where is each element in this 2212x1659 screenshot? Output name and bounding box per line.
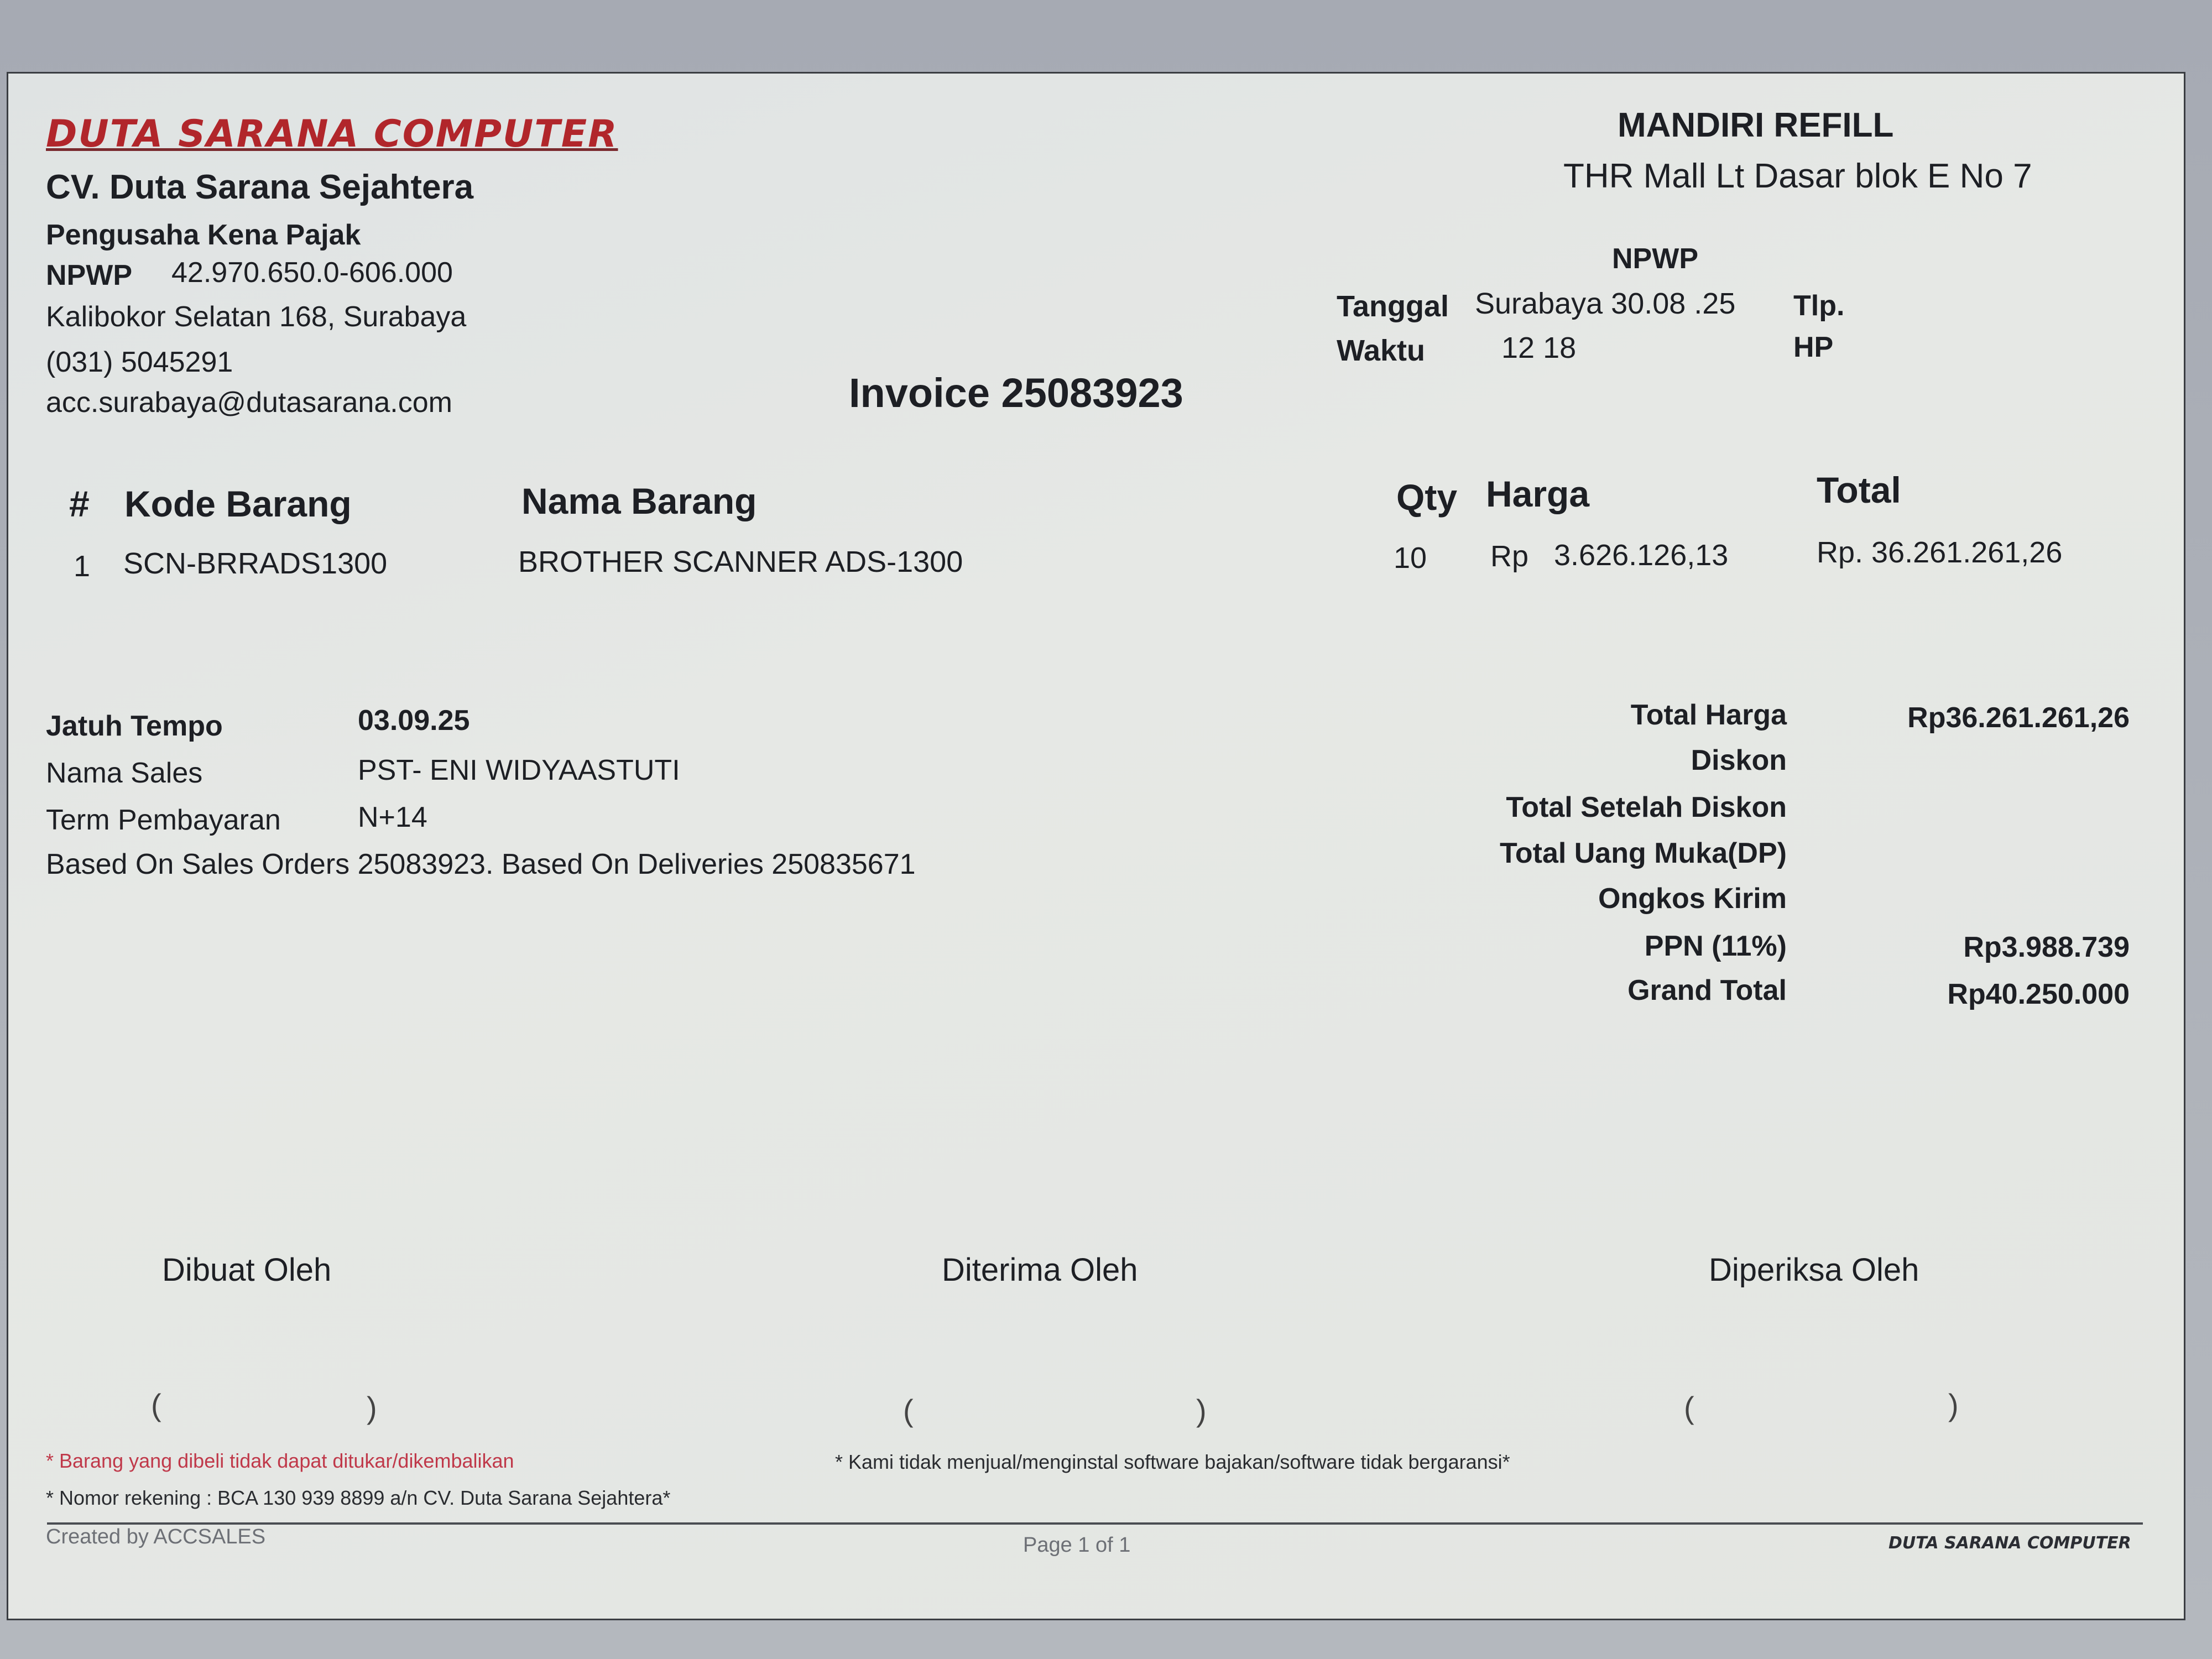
date-value: Surabaya 30.08 .25 [1475, 287, 1736, 320]
col-header-total: Total [1817, 469, 1901, 510]
company-npwp-label: NPWP [46, 259, 132, 291]
customer-npwp-label: NPWP [1612, 243, 1698, 275]
invoice-title: Invoice 25083923 [849, 370, 1183, 416]
col-header-code: Kode Barang [124, 483, 352, 524]
col-header-name: Nama Barang [521, 481, 757, 521]
hp-label: HP [1793, 331, 1834, 363]
signature-made-by: Dibuat Oleh [162, 1252, 332, 1288]
row-price-currency: Rp [1490, 540, 1529, 573]
total-harga-value: Rp36.261.261,26 [1907, 702, 2130, 734]
footer-page: Page 1 of 1 [1023, 1533, 1131, 1557]
ppn-value: Rp3.988.739 [1963, 931, 2130, 963]
time-value: 12 18 [1501, 331, 1577, 364]
row-code: SCN-BRRADS1300 [123, 547, 388, 580]
company-phone: (031) 5045291 [46, 346, 233, 378]
due-label: Jatuh Tempo [46, 710, 223, 742]
due-value: 03.09.25 [358, 705, 470, 737]
company-logo: DUTA SARANA COMPUTER [46, 112, 618, 156]
grand-total-value: Rp40.250.000 [1947, 978, 2130, 1010]
sales-value: PST- ENI WIDYAASTUTI [358, 754, 680, 786]
row-no: 1 [74, 550, 91, 583]
tlp-label: Tlp. [1793, 290, 1845, 322]
uang-muka-label: Total Uang Muka(DP) [1499, 837, 1787, 869]
note-no-pirated: * Kami tidak menjual/menginstal software bajakan/software tidak bergaransi* [835, 1451, 1510, 1473]
signature-paren-close-2: ) [1196, 1393, 1207, 1428]
company-address: Kalibokor Selatan 168, Surabaya [46, 301, 467, 333]
signature-received-by: Diterima Oleh [942, 1252, 1138, 1288]
signature-paren-open-1: ( [151, 1387, 161, 1422]
total-harga-label: Total Harga [1630, 699, 1787, 731]
based-on-text: Based On Sales Orders 25083923. Based On Deliveries 250835671 [46, 848, 916, 880]
date-label: Tanggal [1337, 290, 1449, 323]
company-email: acc.surabaya@dutasarana.com [46, 387, 452, 419]
note-account: * Nomor rekening : BCA 130 939 8899 a/n CV. Duta Sarana Sejahtera* [46, 1486, 671, 1509]
signature-paren-close-3: ) [1948, 1387, 1959, 1422]
time-label: Waktu [1337, 334, 1425, 367]
row-total: Rp. 36.261.261,26 [1817, 536, 2063, 569]
footer-divider [47, 1522, 2143, 1525]
ongkos-label: Ongkos Kirim [1598, 883, 1787, 915]
ppn-label: PPN (11%) [1644, 930, 1787, 962]
sales-label: Nama Sales [46, 757, 203, 789]
customer-name: MANDIRI REFILL [1618, 106, 1894, 144]
signature-paren-open-2: ( [903, 1393, 914, 1428]
signature-paren-close-1: ) [367, 1390, 377, 1425]
col-header-qty: Qty [1396, 477, 1458, 518]
diskon-label: Diskon [1691, 744, 1787, 776]
signature-paren-open-3: ( [1684, 1390, 1694, 1425]
tax-status: Pengusaha Kena Pajak [46, 219, 361, 251]
term-label: Term Pembayaran [46, 804, 281, 836]
col-header-no: # [69, 483, 90, 524]
invoice-paper [7, 72, 2185, 1620]
signature-checked-by: Diperiksa Oleh [1709, 1252, 1919, 1288]
note-no-return: * Barang yang dibeli tidak dapat ditukar/dikembalikan [46, 1449, 514, 1472]
footer-created-by: Created by ACCSALES [46, 1525, 266, 1548]
grand-total-label: Grand Total [1627, 974, 1787, 1006]
term-value: N+14 [358, 801, 427, 833]
col-header-price: Harga [1486, 473, 1590, 514]
setelah-diskon-label: Total Setelah Diskon [1506, 791, 1787, 823]
row-qty: 10 [1394, 541, 1427, 575]
footer-logo: DUTA SARANA COMPUTER [1888, 1533, 2131, 1553]
customer-address: THR Mall Lt Dasar blok E No 7 [1563, 157, 2032, 195]
row-price: 3.626.126,13 [1554, 539, 1729, 572]
company-npwp-value: 42.970.650.0-606.000 [171, 257, 453, 289]
company-name: CV. Duta Sarana Sejahtera [46, 168, 474, 206]
row-name: BROTHER SCANNER ADS-1300 [518, 545, 963, 578]
